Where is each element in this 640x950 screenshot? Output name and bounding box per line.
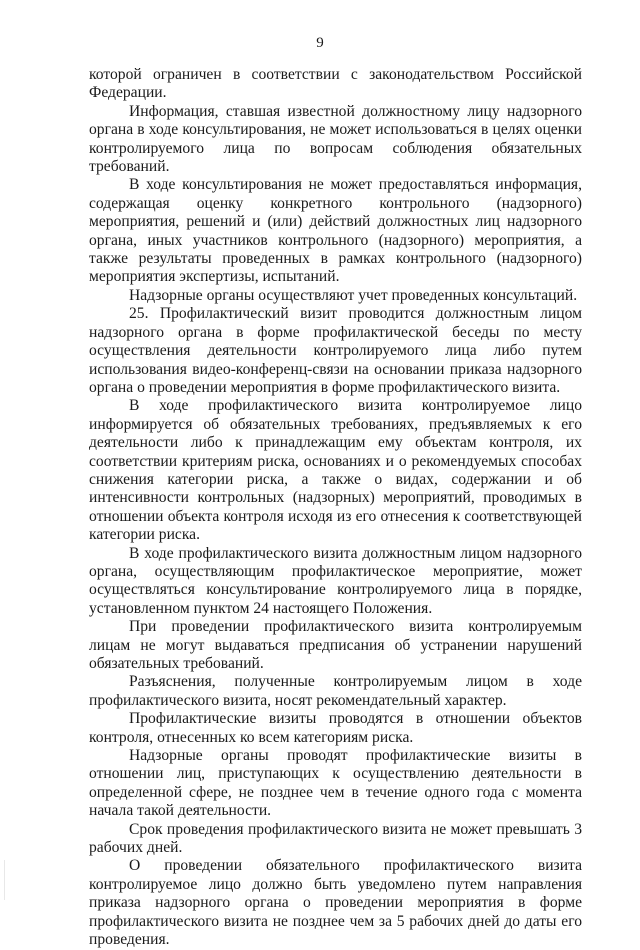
paragraph: О проведении обязательного профилактического визита контролируемое лицо должно быть уведомлено путем направления приказа надзорного органа о проведении мероприятия в форме профилактического визита не позднее чем за 5 рабочих дней до даты его проведения. (89, 857, 582, 949)
paragraph: В ходе профилактического визита контролируемое лицо информируется об обязательных требованиях, предъявляемых к его деятельности либо к принадлежащим ему объектам контроля, их соответствии критериям риска, основаниях и о рекомендуемых способах снижения категории риска, а также о видах, содержании и об интенсивности контрольных (надзорных) мероприятий, проводимых в отношении объекта контроля исходя из его отнесения к соответствующей категории риска. (89, 397, 582, 544)
paragraph: При проведении профилактического визита контролируемым лицам не могут выдаваться предписания об устранении нарушений обязательных требований. (89, 618, 582, 672)
paragraph: Срок проведения профилактического визита не может превышать 3 рабочих дней. (89, 820, 582, 857)
document-body (89, 66, 582, 950)
paragraph: Информация, ставшая известной должностному лицу надзорного органа в ходе консультирования, не может использоваться в целях оценки контролируемого лица по вопросам соблюдения обязательных требований. (89, 102, 582, 176)
scan-edge-mark (4, 860, 5, 900)
paragraph: Надзорные органы осуществляют учет проведенных консультаций. (129, 286, 578, 304)
paragraph: Разъяснения, полученные контролируемым лицом в ходе профилактического визита, носят рекомендательный характер. (89, 673, 582, 709)
page-number: 9 (316, 35, 324, 51)
paragraph: В ходе профилактического визита должностным лицом надзорного органа, осуществляющим профилактическое мероприятие, может осуществляться консультирование контролируемого лица в порядке, установленном пунктом 24 настоящего Положения. (89, 544, 582, 617)
paragraph: Надзорные органы проводят профилактические визиты в отношении лиц, приступающих к осуществлению деятельности в определенной сфере, не позднее чем в течение одного года с момента начала такой деятельности. (89, 747, 582, 820)
paragraph: В ходе консультирования не может предоставляться информация, содержащая оценку конкретного контрольного (надзорного) мероприятия, решений и (или) действий должностных лиц надзорного органа, иных участников контрольного (надзорного) мероприятия, а также результаты проведенных в рамках контрольного (надзорного) мероприятия экспертизы, испытаний. (89, 176, 582, 286)
paragraph: Профилактические визиты проводятся в отношении объектов контроля, отнесенных ко всем категориям риска. (89, 710, 582, 746)
paragraph-continuation: которой ограничен в соответствии с законодательством Российской Федерации. (89, 66, 582, 102)
paragraph-item-25: 25. Профилактический визит проводится должностным лицом надзорного органа в форме профилактической беседы по месту осуществления деятельности контролируемого лица либо путем использования видео-конференц-связи на основании приказа надзорного органа о проведении мероприятия в форме профилактического визита. (89, 305, 582, 396)
